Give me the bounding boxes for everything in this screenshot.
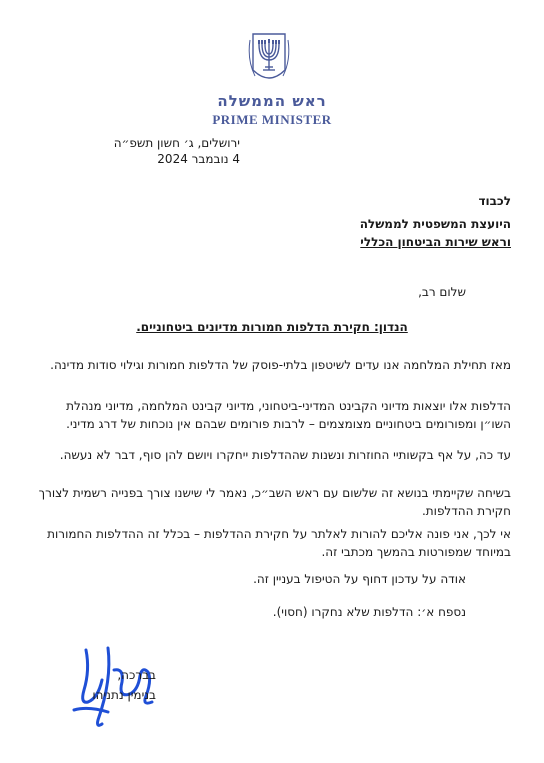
signoff-blessing: בברכה, (117, 668, 156, 682)
body-paragraph: אי לכך, אני פונה אליכם להורות לאלתר על חקירת ההדלפות – בכלל זה ההדלפות החמורות במיוחד שמפורטות בהמשך מכתבי זה. (47, 527, 511, 559)
menorah-emblem-icon (245, 30, 293, 88)
addressee-line-2: וראש שירות הביטחון הכללי (360, 235, 511, 249)
addressee-line-1: היועצת המשפטית לממשלה (359, 217, 511, 231)
signer-name: בנימין נתניהו (92, 688, 156, 702)
body-paragraph: בשיחה שקיימתי בנושא זה שלשום עם ראש השב״כ, נאמר לי שישנו צורך בפנייה רשמית לצורך חקירת ההדלפות. (38, 486, 511, 518)
greeting: שלום רב, (418, 285, 466, 299)
gregorian-date: 4 נובמבר 2024 (157, 152, 240, 166)
hebrew-date: ירושלים, ג׳ חשון תשפ״ה (113, 136, 240, 150)
subject-line: הנדון: חקירת הדלפות חמורות מדיונים ביטחוניים. (136, 320, 408, 334)
closing-request: אודה על עדכון דחוף על הטיפול בעניין זה. (253, 572, 466, 586)
office-title-english: PRIME MINISTER (212, 112, 332, 127)
addressee-to: לכבוד (478, 194, 511, 208)
appendix-note: נספח א׳: הדלפות שלא נחקרו (חסוי). (272, 605, 466, 619)
body-paragraph: עד כה, על אף בקשותיי החוזרות ונשנות שההדלפות ייחקרו ויושם להן סוף, דבר לא נעשה. (59, 448, 511, 462)
body-paragraph: הדלפות אלו יוצאות מדיוני הקבינט המדיני-ביטחוני, מדיוני קבינט המלחמה, מדיוני מנהלת השו״ן ומפורומים ביטחוניים מצומצמים – לרבות פורומים שבהם אין נוכחות של דרג מדיני. (66, 399, 511, 431)
date-block (40, 135, 240, 167)
body-paragraph: מאז תחילת המלחמה אנו עדים לשיטפון בלתי-פוסק של הדלפות חמורות וגילוי סודות מדינה. (50, 358, 511, 372)
office-title-hebrew: ראש הממשלה (217, 92, 327, 110)
